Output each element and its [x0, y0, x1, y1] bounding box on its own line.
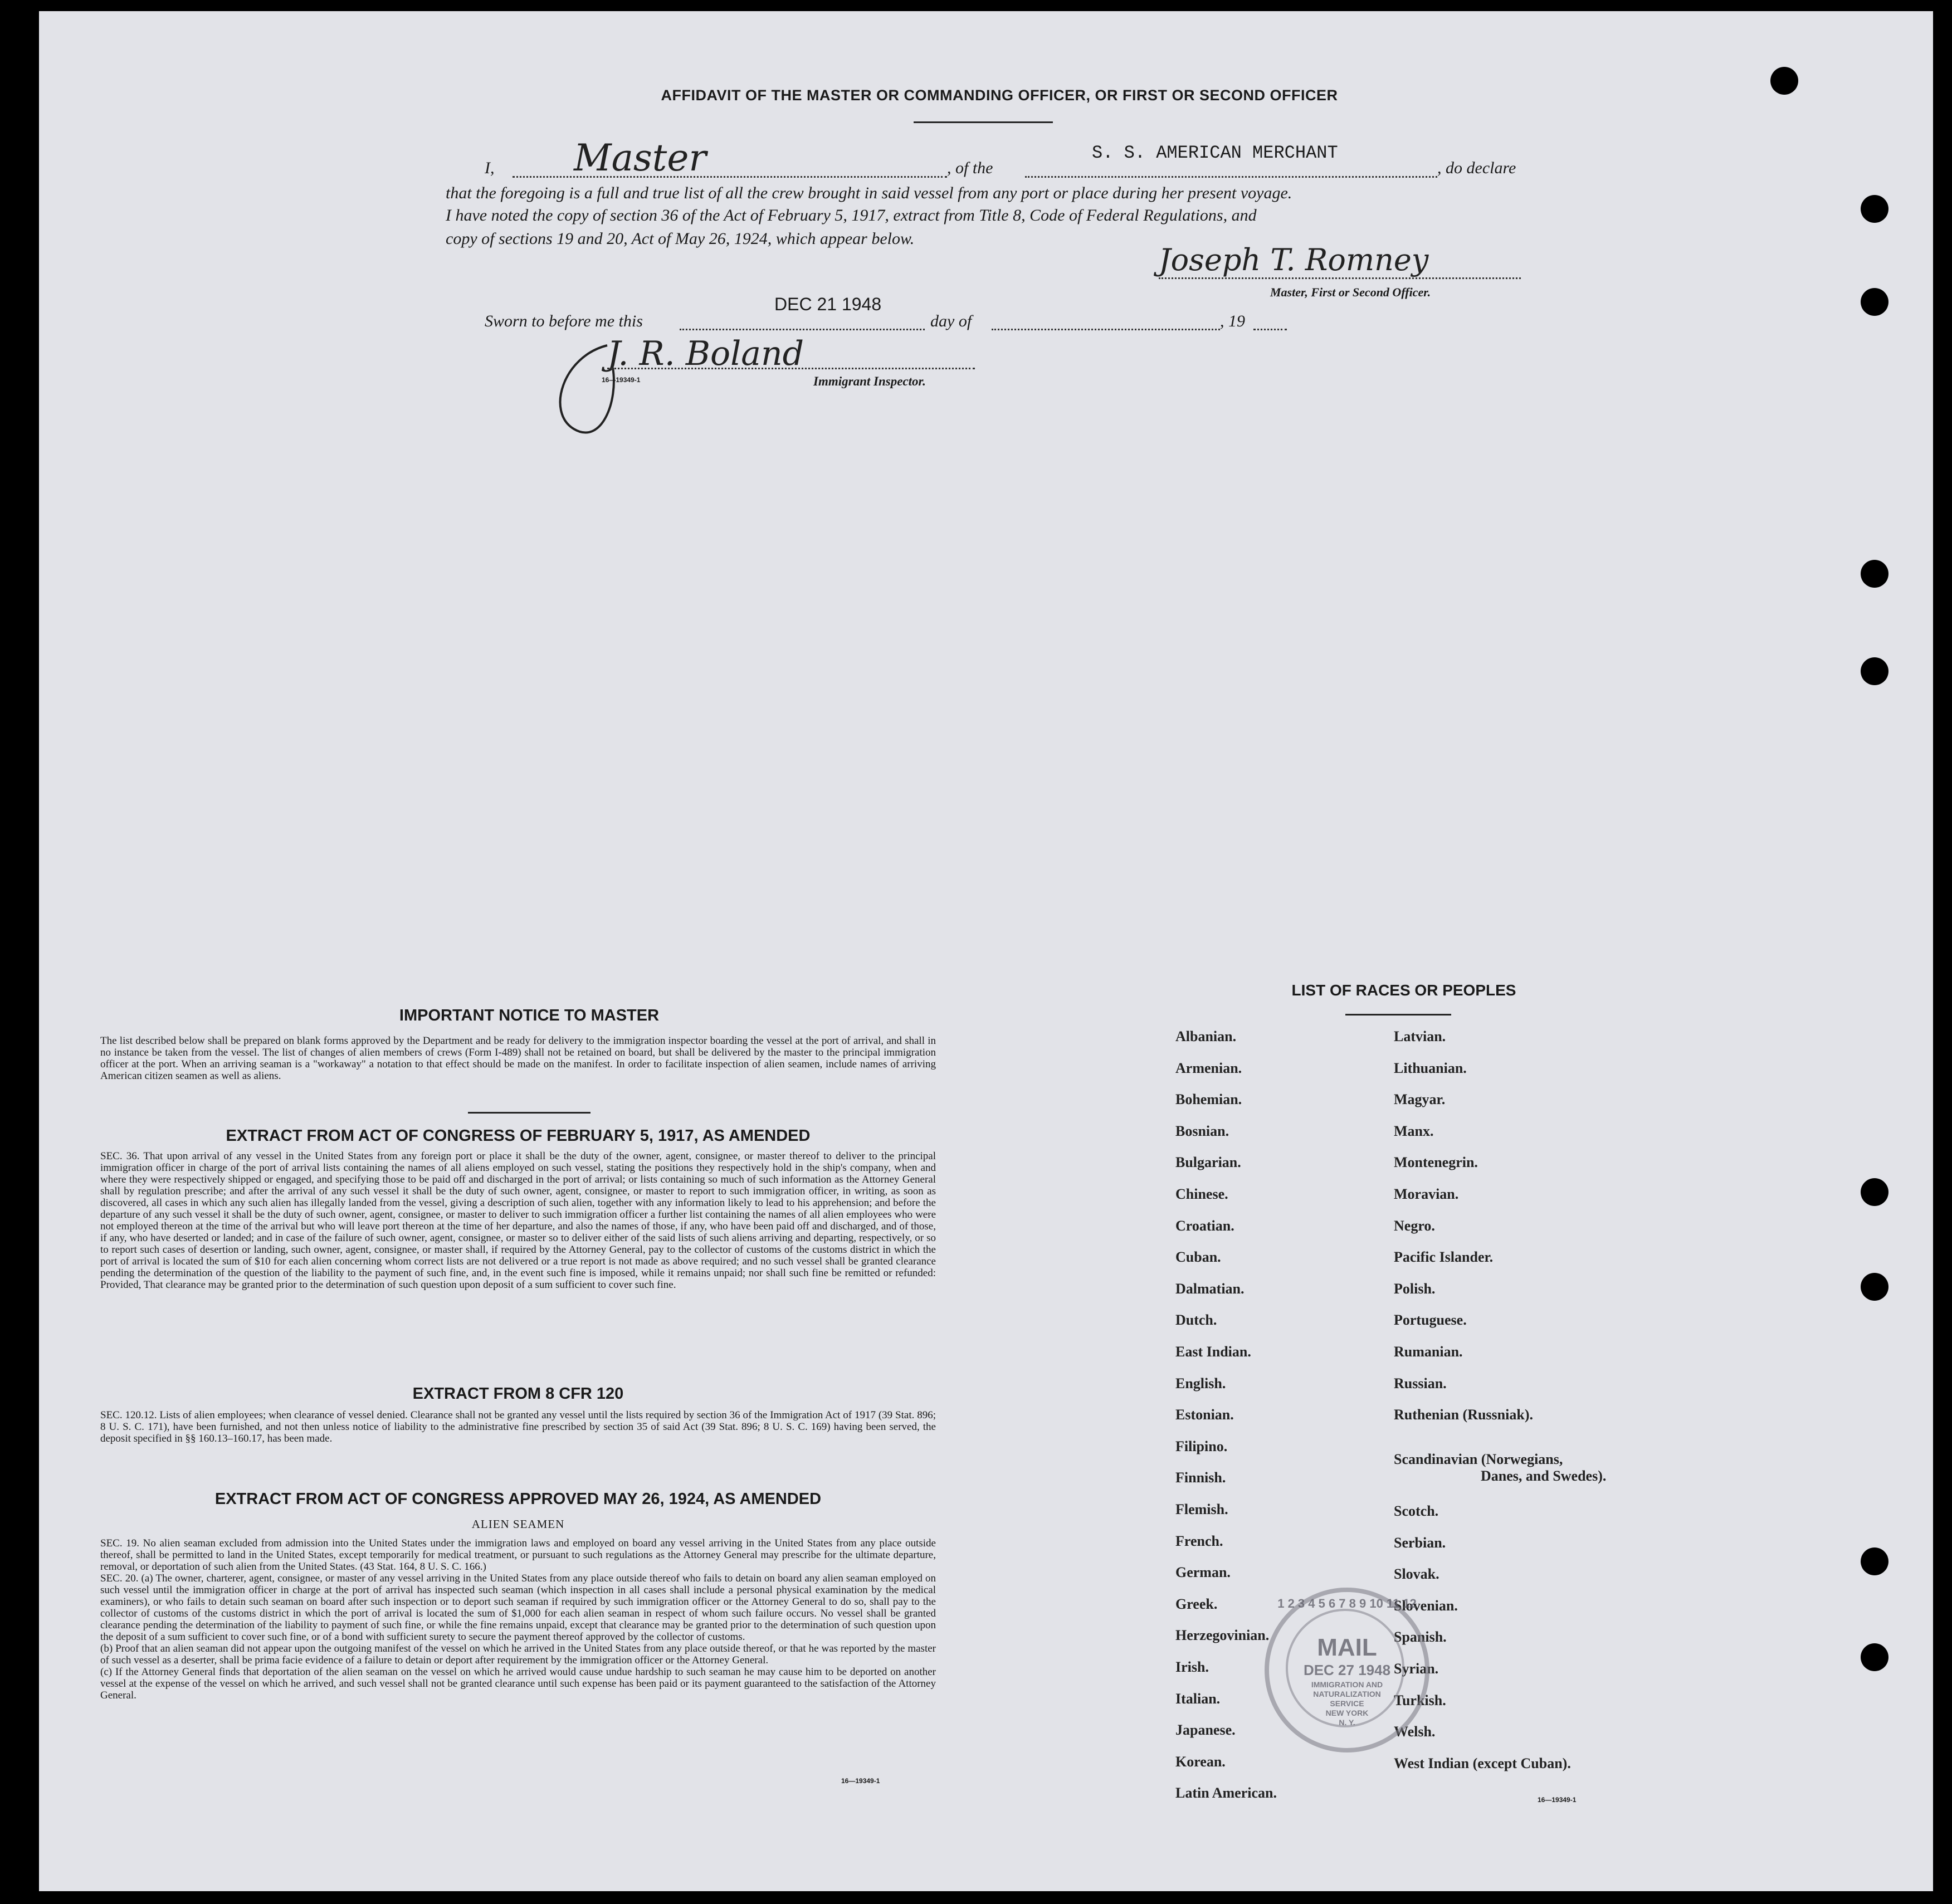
races-title: LIST OF RACES OR PEOPLES	[1291, 982, 1516, 999]
binder-hole	[1861, 1273, 1888, 1301]
stamp-line3: SERVICE	[1330, 1699, 1364, 1708]
affidavit-line3: I have noted the copy of section 36 of the Act of February 5, 1917, extract from Title 8, Code of Federal Regulations, and	[446, 206, 1257, 224]
alien-seamen-subtitle: ALIEN SEAMEN	[471, 1517, 565, 1531]
extract-1917-body	[100, 1150, 936, 1291]
race-item: Scandinavian (Norwegians,	[1394, 1451, 1563, 1467]
race-item: Ruthenian (Russniak).	[1394, 1407, 1533, 1423]
race-item: English.	[1175, 1375, 1226, 1392]
race-item: Flemish.	[1175, 1501, 1228, 1517]
race-item: Japanese.	[1175, 1722, 1236, 1739]
extract-1917-text: SEC. 36. That upon arrival of any vessel in the United States from any foreign port or place it shall be the duty of the owner, agent, consignee, or master thereof to deliver to the principal immigration officer in charge of the port of arrival lists containing the names of all aliens employed on such vessel, stating the positions they respectively hold in the ship's company, when and where they were respectively shipped or engaged, and specifying those to be paid off and discharged in the port of arrival; or lists containing so much of such information as the Attorney General shall by regulation prescribe; and after the arrival of any such vessel it shall be the duty of such owner, agent, consignee, or master to report to such immigration officer, in writing, as soon as discovered, all cases in which any such alien has illegally landed from the vessel, giving a description of such alien, together with any information likely to lead to his apprehension; and before the departure of any such vessel it shall be the duty of such owner, agent, consignee, or master to deliver to such immigration officer a further list containing the names of all alien employees who were not employed thereon at the time of the arrival but who will leave port thereon at the time of her departure, and also the names of those, if any, who have been paid off and discharged, and of those, if any, who have deserted or landed; and in case of the failure of such owner, agent, consignee, or master so to deliver either of the said lists of such aliens arriving and departing, respectively, or so to report such cases of desertion or landing, such owner, agent, consignee, or master shall, if required by the Attorney General, pay to the collector of customs of the customs district in which the port of arrival is located the sum of $10 for each alien concerning whom correct lists are not delivered or a true report is not made as above required; and no such vessel shall be granted clearance pending the determination of the question of the liability to the payment of such fine, and, in the event such fine is imposed, while it remains unpaid; nor shall such fine be remitted or refunded: Provided, That clearance may be granted prior to the determination of such question upon deposit of a sum sufficient to cover such fine.	[100, 1150, 936, 1291]
signature-line	[1159, 277, 1521, 279]
race-item: Welsh.	[1394, 1724, 1436, 1740]
extract-1917-title: EXTRACT FROM ACT OF CONGRESS OF FEBRUARY 5, 1917, AS AMENDED	[226, 1127, 811, 1145]
sec20b-text: (b) Proof that an alien seaman did not appear upon the outgoing manifest of the vessel on which he arrived in the United States from any place outside thereof, or that he was reported by the master of such vessel as a deserter, shall be prima facie evidence of a failure to detain or deport after requirement by the immigration officer or the Attorney General.	[100, 1643, 936, 1666]
race-item: Turkish.	[1394, 1692, 1446, 1708]
race-item: Spanish.	[1394, 1629, 1447, 1646]
stamp-ring-numbers: 1 2 3 4 5 6 7 8 9 10 11 12	[1277, 1597, 1417, 1610]
race-item: Slovenian.	[1394, 1597, 1458, 1614]
affidavit-i: I,	[485, 159, 495, 177]
race-item: Pacific Islander.	[1394, 1249, 1494, 1266]
race-item: Herzegovinian.	[1175, 1627, 1270, 1644]
race-item: Armenian.	[1175, 1060, 1242, 1076]
race-item: Serbian.	[1394, 1534, 1446, 1551]
race-item: Manx.	[1394, 1122, 1434, 1139]
binder-hole	[1861, 560, 1888, 588]
year-prefix: , 19	[1220, 312, 1245, 330]
title-divider	[914, 121, 1053, 123]
binder-hole	[1861, 195, 1888, 223]
notice-text: The list described below shall be prepared on blank forms approved by the Department and be ready for delivery to the immigration inspector boarding the vessel at the port of arrival, and shall in no instance be taken from the vessel. The list of changes of alien members of crews (Form I-489) shall not be retained on board, but shall be delivered by the master to the principal immigration officer at the port. When an arriving seaman is a "workaway" a notation to that effect should be made on the manifest. In order to facilitate inspection of alien seamen, include names of arriving American citizen seamen as well as aliens.	[100, 1035, 936, 1082]
master-handwritten: Master	[574, 136, 706, 179]
affidavit-declare: , do declare	[1437, 159, 1516, 177]
binder-hole	[1861, 657, 1888, 685]
signature-flourish	[540, 334, 663, 446]
race-item: Scotch.	[1394, 1503, 1439, 1519]
binder-hole	[1861, 1643, 1888, 1671]
race-item: Rumanian.	[1394, 1344, 1463, 1360]
extract-cfr-title: EXTRACT FROM 8 CFR 120	[412, 1385, 624, 1403]
master-label: Master, First or Second Officer.	[1270, 285, 1431, 299]
races-form-number: 16—19349-1	[1538, 1796, 1577, 1804]
binder-hole	[1861, 288, 1888, 316]
affidavit-line4: copy of sections 19 and 20, Act of May 26, 1924, which appear below.	[446, 230, 915, 248]
race-item: Irish.	[1175, 1659, 1209, 1675]
inspector-line	[607, 368, 975, 369]
binder-hole	[1861, 1178, 1888, 1206]
form-page	[39, 11, 1933, 1891]
race-item: Slovak.	[1394, 1566, 1439, 1583]
inspector-signature: J. R. Boland	[607, 334, 804, 373]
race-item: Finnish.	[1175, 1470, 1226, 1486]
race-item: Bulgarian.	[1175, 1154, 1241, 1171]
sec19-text: SEC. 19. No alien seaman excluded from admission into the United States under the immigration laws and employed on board any vessel arriving in the United States from any place outside thereof, shall be permitted to land in the United States, except temporarily for medical treatment, or pursuant to such regulations as the Attorney General may prescribe for the ultimate departure, removal, or deportation of such alien from the United States. (43 Stat. 164, 8 U. S. C. 166.)	[100, 1537, 936, 1573]
mail-received-stamp	[1265, 1588, 1429, 1752]
race-item: Dutch.	[1175, 1312, 1217, 1329]
stamp-line5: N. Y.	[1339, 1718, 1355, 1727]
race-item: Moravian.	[1394, 1186, 1459, 1202]
sec20a-text: SEC. 20. (a) The owner, charterer, agent, consignee, or master of any vessel arriving in the United States from any place outside thereof who fails to detain on board any alien seaman employed on such vessel until the immigration officer in charge at the port of arrival has inspected such seaman (which inspection in all cases shall include a personal physical examination by the medical examiners), or who fails to detain such seaman on board after such inspection or to deport such seaman if required by such immigration officer or the Attorney General to do so, shall pay to the collector of customs of the customs district in which the port of arrival is located the sum of $1,000 for each alien seaman in respect of whom such failure occurs. No vessel shall be granted clearance pending the determination of the liability to payment of such fine, or while the fine remains unpaid, except that clearance may be granted prior to the determination of such question upon the deposit of a sum sufficient to cover such fine, or of a bond with sufficient surety to secure the payment thereof approved by the collector of customs.	[100, 1573, 936, 1643]
stamp-line1: IMMIGRATION AND	[1311, 1680, 1383, 1689]
race-item: Latvian.	[1394, 1028, 1446, 1044]
affidavit-of-the: , of the	[947, 159, 993, 177]
race-item: Dalmatian.	[1175, 1280, 1245, 1297]
affidavit-form-number: 16—19349-1	[602, 376, 641, 384]
notice-divider	[468, 1112, 591, 1114]
affidavit-line2: that the foregoing is a full and true list of all the crew brought in said vessel from any port or place during her present voyage.	[446, 184, 1292, 202]
inspector-label: Immigrant Inspector.	[813, 374, 926, 388]
year-line	[1253, 329, 1287, 330]
race-item: Portuguese.	[1394, 1312, 1467, 1329]
race-item: Russian.	[1394, 1375, 1447, 1392]
day-of-text: day of	[930, 312, 972, 330]
vessel-line	[1025, 176, 1437, 178]
race-item: Filipino.	[1175, 1438, 1228, 1454]
race-item: Albanian.	[1175, 1028, 1237, 1044]
race-item: Cuban.	[1175, 1249, 1221, 1266]
race-item: Magyar.	[1394, 1091, 1446, 1108]
month-line	[992, 329, 1220, 330]
race-item: East Indian.	[1175, 1344, 1251, 1360]
race-item: Greek.	[1175, 1595, 1218, 1612]
sec20c-text: (c) If the Attorney General finds that deportation of the alien seaman on the vessel on which he arrived would cause undue hardship to such seaman he may cause him to be deported on another vessel at the expense of the vessel on which he arrived, and such vessel shall not be granted clearance until such expense has been paid or its payment guaranteed to the satisfaction of the Attorney General.	[100, 1666, 936, 1701]
race-item: Estonian.	[1175, 1407, 1234, 1423]
stamp-line4: NEW YORK	[1325, 1708, 1369, 1717]
race-item: Chinese.	[1175, 1186, 1228, 1202]
race-item: West Indian (except Cuban).	[1394, 1755, 1571, 1771]
extract-form-number: 16—19349-1	[841, 1777, 880, 1785]
stamp-mail: MAIL	[1317, 1634, 1377, 1661]
sworn-date-stamp: DEC 21 1948	[774, 294, 882, 314]
vessel-name: S. S. AMERICAN MERCHANT	[1092, 143, 1338, 163]
sworn-day-line	[680, 329, 925, 330]
extract-1924-title: EXTRACT FROM ACT OF CONGRESS APPROVED MAY 26, 1924, AS AMENDED	[214, 1490, 822, 1508]
races-divider	[1345, 1014, 1451, 1016]
race-item: Danes, and Swedes).	[1481, 1468, 1607, 1484]
sworn-text: Sworn to before me this	[485, 312, 643, 330]
race-item: Negro.	[1394, 1217, 1435, 1234]
race-item: Polish.	[1394, 1280, 1436, 1297]
extract-1924-body	[100, 1537, 936, 1701]
extract-cfr-text: SEC. 120.12. Lists of alien employees; when clearance of vessel denied. Clearance shall not be granted any vessel until the lists required by section 36 of the Immigration Act of 1917 (39 Stat. 896; 8 U. S. C. 171), have been furnished, and not then unless notice of liability to the administrative fine prescribed by section 35 of said Act (39 Stat. 896; 8 U. S. C. 169) having been served, the deposit specified in §§ 160.13–160.17, has been made.	[100, 1409, 936, 1444]
notice-title: IMPORTANT NOTICE TO MASTER	[399, 1007, 660, 1024]
race-item: Italian.	[1175, 1690, 1221, 1707]
race-item: Syrian.	[1394, 1661, 1439, 1677]
race-item: French.	[1175, 1532, 1223, 1549]
race-item: Latin American.	[1175, 1785, 1277, 1802]
race-item: Lithuanian.	[1394, 1060, 1467, 1076]
race-item: German.	[1175, 1564, 1231, 1581]
binder-hole	[1770, 67, 1798, 95]
stamp-date: DEC 27 1948	[1303, 1662, 1391, 1678]
notice-body	[100, 1035, 936, 1082]
race-item: Montenegrin.	[1394, 1154, 1478, 1171]
race-item: Bosnian.	[1175, 1122, 1229, 1139]
race-item: Croatian.	[1175, 1217, 1234, 1234]
affidavit-title: AFFIDAVIT OF THE MASTER OR COMMANDING OFFICER, OR FIRST OR SECOND OFFICER	[661, 87, 1338, 104]
master-signature: Joseph T. Romney	[1159, 242, 1429, 277]
race-item: Bohemian.	[1175, 1091, 1242, 1108]
stamp-line2: NATURALIZATION	[1313, 1690, 1381, 1698]
race-item: Korean.	[1175, 1753, 1226, 1770]
extract-cfr-body	[100, 1409, 936, 1444]
binder-hole	[1861, 1547, 1888, 1575]
